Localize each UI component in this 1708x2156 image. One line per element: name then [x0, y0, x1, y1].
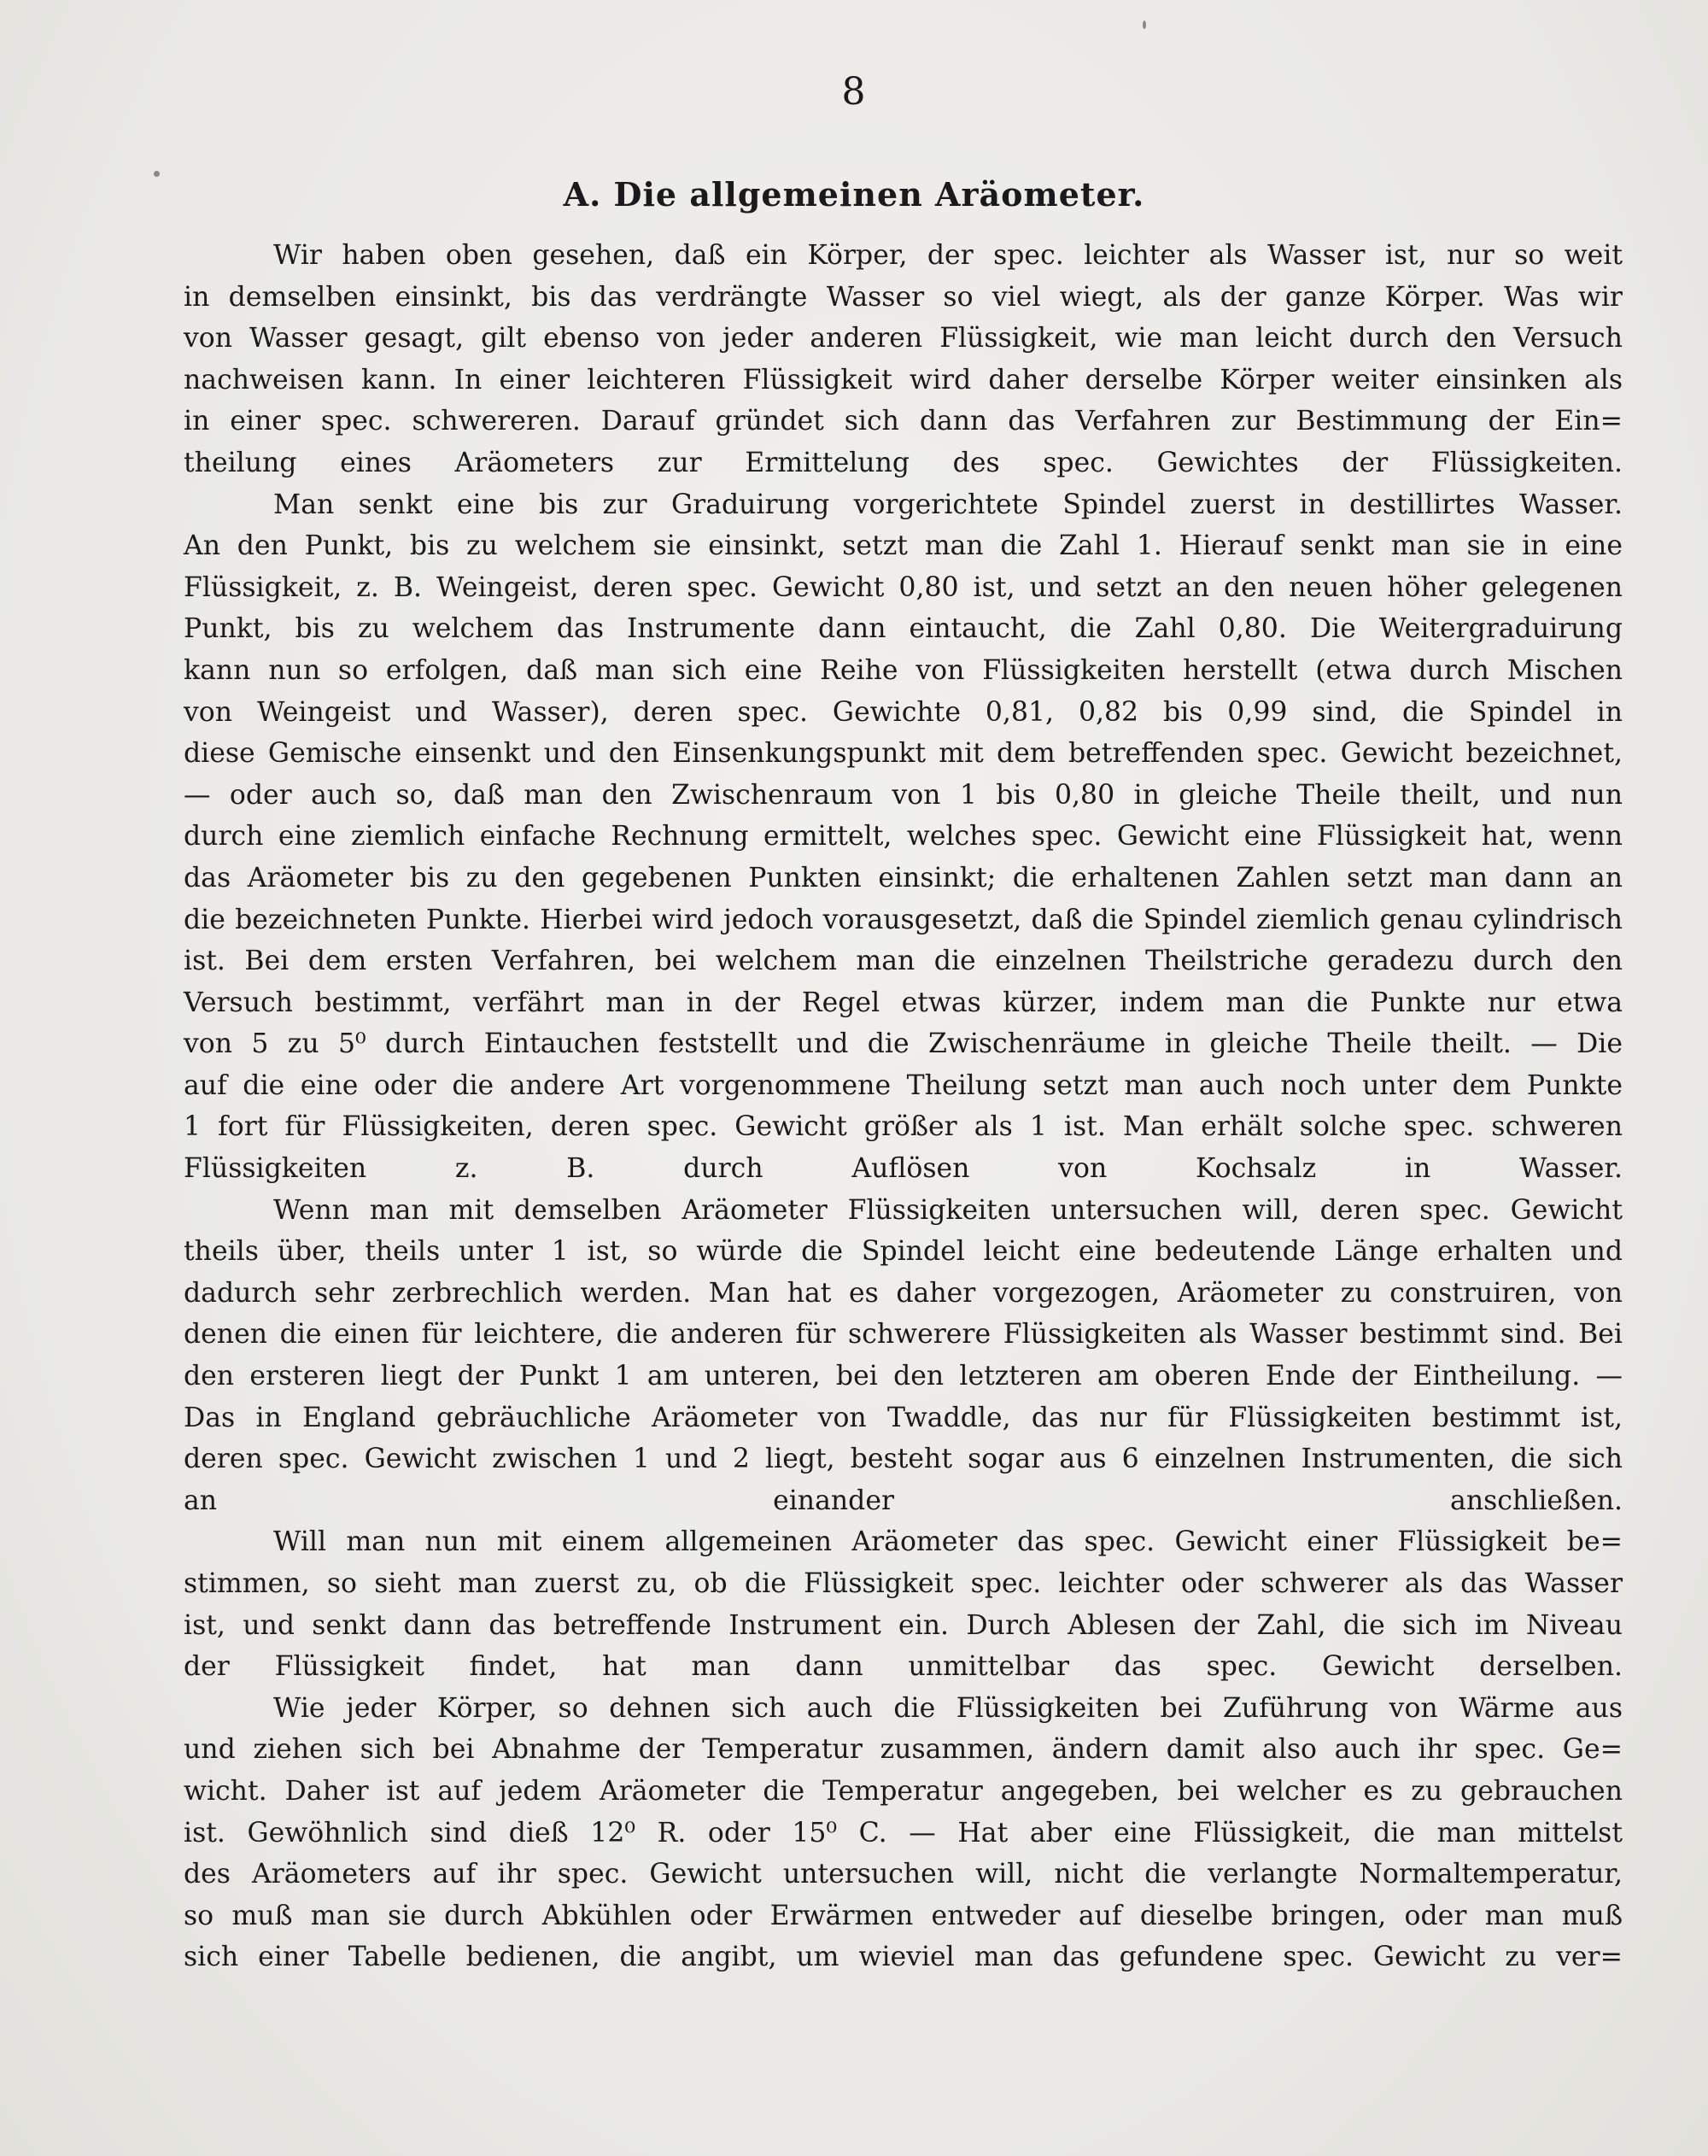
text-line: sich einer Tabelle bedienen, die angibt, um wieviel man das gefundene spec. Gewicht zu ver= — [184, 1942, 1623, 1973]
text-line: theils über, theils unter 1 ist, so würde die Spindel leicht eine bedeutende Länge erhalten und — [184, 1236, 1623, 1268]
text-line: denen die einen für leichtere, die anderen für schwerere Flüssigkeiten als Wasser bestimmt sind. Bei — [184, 1319, 1623, 1350]
text-line: nachweisen kann. In einer leichteren Flüssigkeit wird daher derselbe Körper weiter einsinken als — [184, 364, 1623, 395]
text-line: diese Gemische einsenkt und den Einsenkungspunkt mit dem betreffenden spec. Gewicht bezeichnet, — [184, 738, 1623, 770]
text-line: wicht. Daher ist auf jedem Aräometer die Temperatur angegeben, bei welcher es zu gebrauchen — [184, 1775, 1623, 1807]
paragraph — [184, 484, 1623, 1190]
text-line: Wenn man mit demselben Aräometer Flüssigkeiten untersuchen will, deren spec. Gewicht — [273, 1194, 1623, 1226]
text-line: Man senkt eine bis zur Graduirung vorgerichtete Spindel zuerst in destillirtes Wasser. — [273, 489, 1623, 520]
text-line: und ziehen sich bei Abnahme der Temperatur zusammen, ändern damit also auch ihr spec. Ge= — [184, 1734, 1623, 1766]
text-line: Versuch bestimmt, verfährt man in der Regel etwas kürzer, indem man die Punkte nur etwa — [184, 987, 1623, 1018]
text-line: von 5 zu 5⁰ durch Eintauchen feststellt und die Zwischenräume in gleiche Theile theilt. — Die — [184, 1028, 1623, 1060]
paragraph — [184, 1521, 1623, 1687]
body-text — [184, 235, 1623, 1978]
text-line: von Weingeist und Wasser), deren spec. Gewichte 0,81, 0,82 bis 0,99 sind, die Spindel in — [184, 696, 1623, 728]
text-line: ist, und senkt dann das betreffende Instrument ein. Durch Ablesen der Zahl, die sich im Niveau — [184, 1609, 1623, 1641]
text-line: 1 fort für Flüssigkeiten, deren spec. Gewicht größer als 1 ist. Man erhält solche spec. schweren — [184, 1111, 1623, 1143]
text-line: Wie jeder Körper, so dehnen sich auch die Flüssigkeiten bei Zuführung von Wärme aus — [273, 1692, 1623, 1724]
text-line: des Aräometers auf ihr spec. Gewicht untersuchen will, nicht die verlangte Normaltemperatur, — [184, 1859, 1623, 1890]
text-line: An den Punkt, bis zu welchem sie einsinkt, setzt man die Zahl 1. Hierauf senkt man sie in eine — [184, 530, 1623, 562]
text-line: stimmen, so sieht man zuerst zu, ob die Flüssigkeit spec. leichter oder schwerer als das Wasser — [184, 1568, 1623, 1599]
text-line: Flüssigkeiten z. B. durch Auflösen von Kochsalz in Wasser. — [184, 1153, 1623, 1185]
text-line: Flüssigkeit, z. B. Weingeist, deren spec. Gewicht 0,80 ist, und setzt an den neuen höher gelegenen — [184, 571, 1623, 603]
text-line: Punkt, bis zu welchem das Instrumente dann eintaucht, die Zahl 0,80. Die Weitergraduirung — [184, 613, 1623, 645]
page-number: 8 — [841, 70, 867, 114]
text-line: ist. Gewöhnlich sind dieß 12⁰ R. oder 15⁰ C. — Hat aber eine Flüssigkeit, die man mittelst — [184, 1817, 1623, 1848]
text-line: ist. Bei dem ersten Verfahren, bei welchem man die einzelnen Theilstriche geradezu durch den — [184, 946, 1623, 977]
text-line: der Flüssigkeit findet, hat man dann unmittelbar das spec. Gewicht derselben. — [184, 1651, 1623, 1683]
text-line: die bezeichneten Punkte. Hierbei wird jedoch vorausgesetzt, daß die Spindel ziemlich genau cylindrisch — [184, 904, 1623, 935]
text-line: in demselben einsinkt, bis das verdrängte Wasser so viel wiegt, als der ganze Körper. Was wir — [184, 281, 1623, 313]
text-line: das Aräometer bis zu den gegebenen Punkten einsinkt; die erhaltenen Zahlen setzt man dann an — [184, 862, 1623, 893]
text-line: auf die eine oder die andere Art vorgenommene Theilung setzt man auch noch unter dem Punkte — [184, 1069, 1623, 1101]
text-line: Das in England gebräuchliche Aräometer von Twaddle, das nur für Flüssigkeiten bestimmt ist, — [184, 1402, 1623, 1433]
paragraph — [184, 1190, 1623, 1522]
text-line: durch eine ziemlich einfache Rechnung ermittelt, welches spec. Gewicht eine Flüssigkeit hat, wenn — [184, 821, 1623, 852]
text-line: an einander anschließen. — [184, 1485, 1623, 1516]
paragraph — [184, 1688, 1623, 1978]
section-heading: A. Die allgemeinen Aräometer. — [563, 175, 1145, 214]
text-line: Will man nun mit einem allgemeinen Aräometer das spec. Gewicht einer Flüssigkeit be= — [273, 1526, 1623, 1558]
text-line: den ersteren liegt der Punkt 1 am unteren, bei den letzteren am oberen Ende der Eintheilung. — — [184, 1361, 1623, 1392]
paragraph — [184, 235, 1623, 484]
ink-speck — [1143, 21, 1146, 29]
text-line: deren spec. Gewicht zwischen 1 und 2 liegt, besteht sogar aus 6 einzelnen Instrumenten, die sich — [184, 1444, 1623, 1475]
text-line: von Wasser gesagt, gilt ebenso von jeder anderen Flüssigkeit, wie man leicht durch den Versuch — [184, 323, 1623, 354]
text-line: in einer spec. schwereren. Darauf gründet sich dann das Verfahren zur Bestimmung der Ein= — [184, 406, 1623, 437]
text-line: so muß man sie durch Abkühlen oder Erwärmen entweder auf dieselbe bringen, oder man muß — [184, 1900, 1623, 1931]
text-line: Wir haben oben gesehen, daß ein Körper, der spec. leichter als Wasser ist, nur so weit — [273, 240, 1623, 271]
text-line: — oder auch so, daß man den Zwischenraum von 1 bis 0,80 in gleiche Theile theilt, und nun — [184, 779, 1623, 811]
text-line: dadurch sehr zerbrechlich werden. Man hat es daher vorgezogen, Aräometer zu construiren, von — [184, 1277, 1623, 1309]
text-line: theilung eines Aräometers zur Ermittelung des spec. Gewichtes der Flüssigkeiten. — [184, 447, 1623, 478]
text-line: kann nun so erfolgen, daß man sich eine Reihe von Flüssigkeiten herstellt (etwa durch Mischen — [184, 654, 1623, 686]
